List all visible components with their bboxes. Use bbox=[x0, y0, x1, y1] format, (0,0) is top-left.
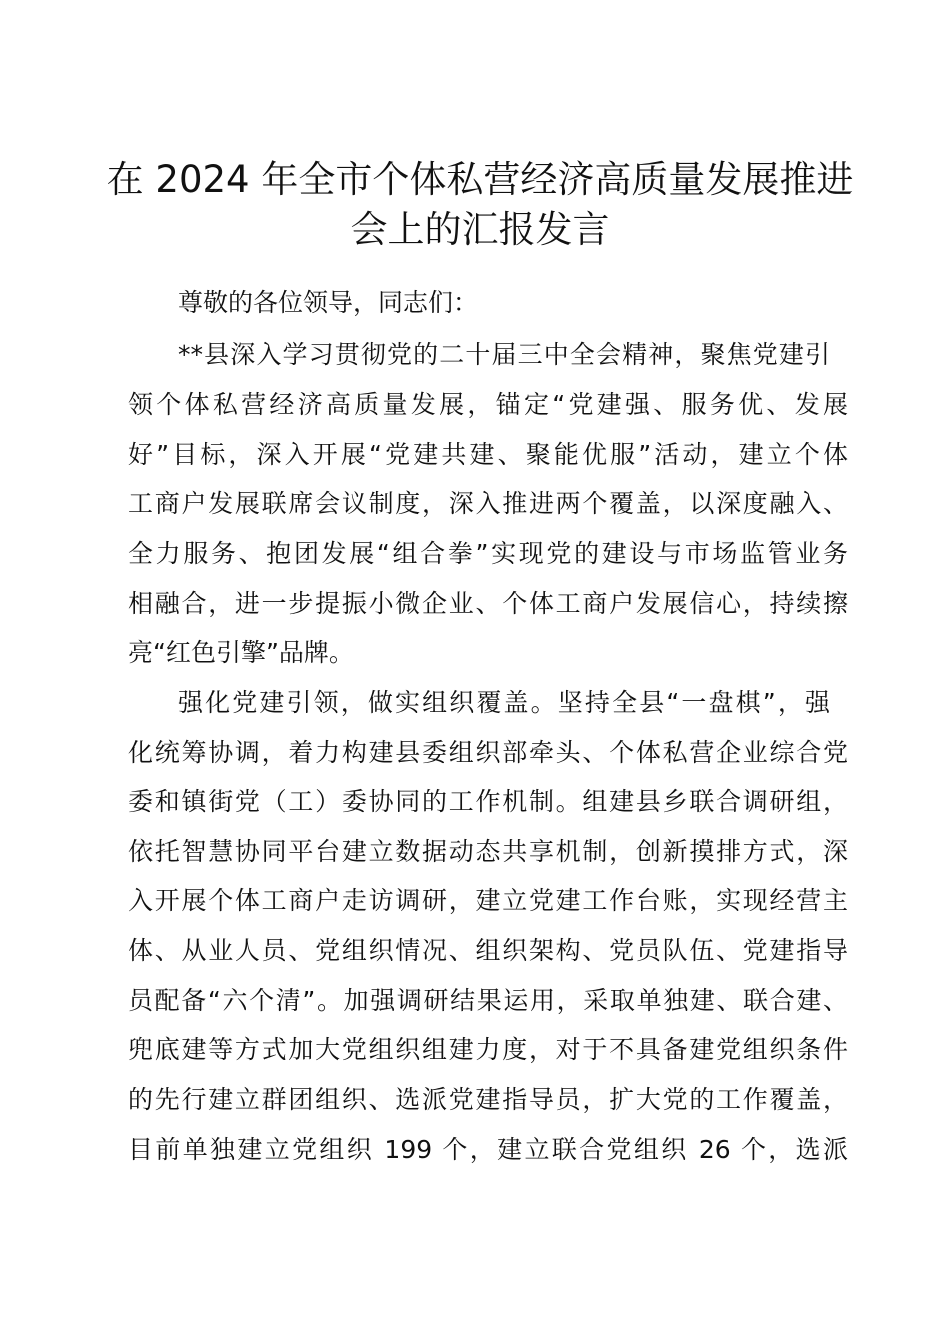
paragraph-line: 依托智慧协同平台建立数据动态共享机制，创新摸排方式，深 bbox=[128, 837, 848, 866]
paragraph-line: 化统筹协调，着力构建县委组织部牵头、个体私营企业综合党 bbox=[128, 738, 848, 767]
paragraph-line: 相融合，进一步提振小微企业、个体工商户发展信心，持续擦 bbox=[128, 589, 848, 618]
paragraph-line: 的先行建立群团组织、选派党建指导员，扩大党的工作覆盖， bbox=[128, 1085, 848, 1114]
paragraph-line: 工商户发展联席会议制度，深入推进两个覆盖，以深度融入、 bbox=[128, 489, 848, 518]
paragraph-line: 员配备“六个清”。加强调研结果运用，采取单独建、联合建、 bbox=[128, 986, 848, 1015]
paragraph-line: 入开展个体工商户走访调研，建立党建工作台账，实现经营主 bbox=[128, 886, 848, 915]
title-line-1: 在 2024 年全市个体私营经济高质量发展推进 bbox=[106, 158, 854, 201]
document-title bbox=[100, 155, 860, 255]
paragraph-line: 强化党建引领，做实组织覆盖。坚持全县“一盘棋”，强 bbox=[178, 688, 830, 717]
title-line-2: 会上的汇报发言 bbox=[350, 208, 610, 251]
paragraph-line: 体、从业人员、党组织情况、组织架构、党员队伍、党建指导 bbox=[128, 936, 848, 965]
paragraph-line: 领个体私营经济高质量发展，锚定“党建强、服务优、发展 bbox=[128, 390, 848, 419]
paragraph-line: 兜底建等方式加大党组织组建力度，对于不具备建党组织条件 bbox=[128, 1035, 848, 1064]
paragraph-line: 亮“红色引擎”品牌。 bbox=[128, 638, 354, 667]
paragraph-line: 好”目标，深入开展“党建共建、聚能优服”活动，建立个体 bbox=[128, 440, 848, 469]
paragraph-line: **县深入学习贯彻党的二十届三中全会精神，聚焦党建引 bbox=[178, 340, 830, 369]
paragraph-line: 全力服务、抱团发展“组合拳”实现党的建设与市场监管业务 bbox=[128, 539, 848, 568]
salutation: 尊敬的各位领导，同志们： bbox=[178, 288, 479, 317]
paragraph-line: 委和镇街党（工）委协同的工作机制。组建县乡联合调研组， bbox=[128, 787, 848, 816]
paragraph-line: 目前单独建立党组织 199 个，建立联合党组织 26 个，选派 bbox=[128, 1135, 848, 1164]
